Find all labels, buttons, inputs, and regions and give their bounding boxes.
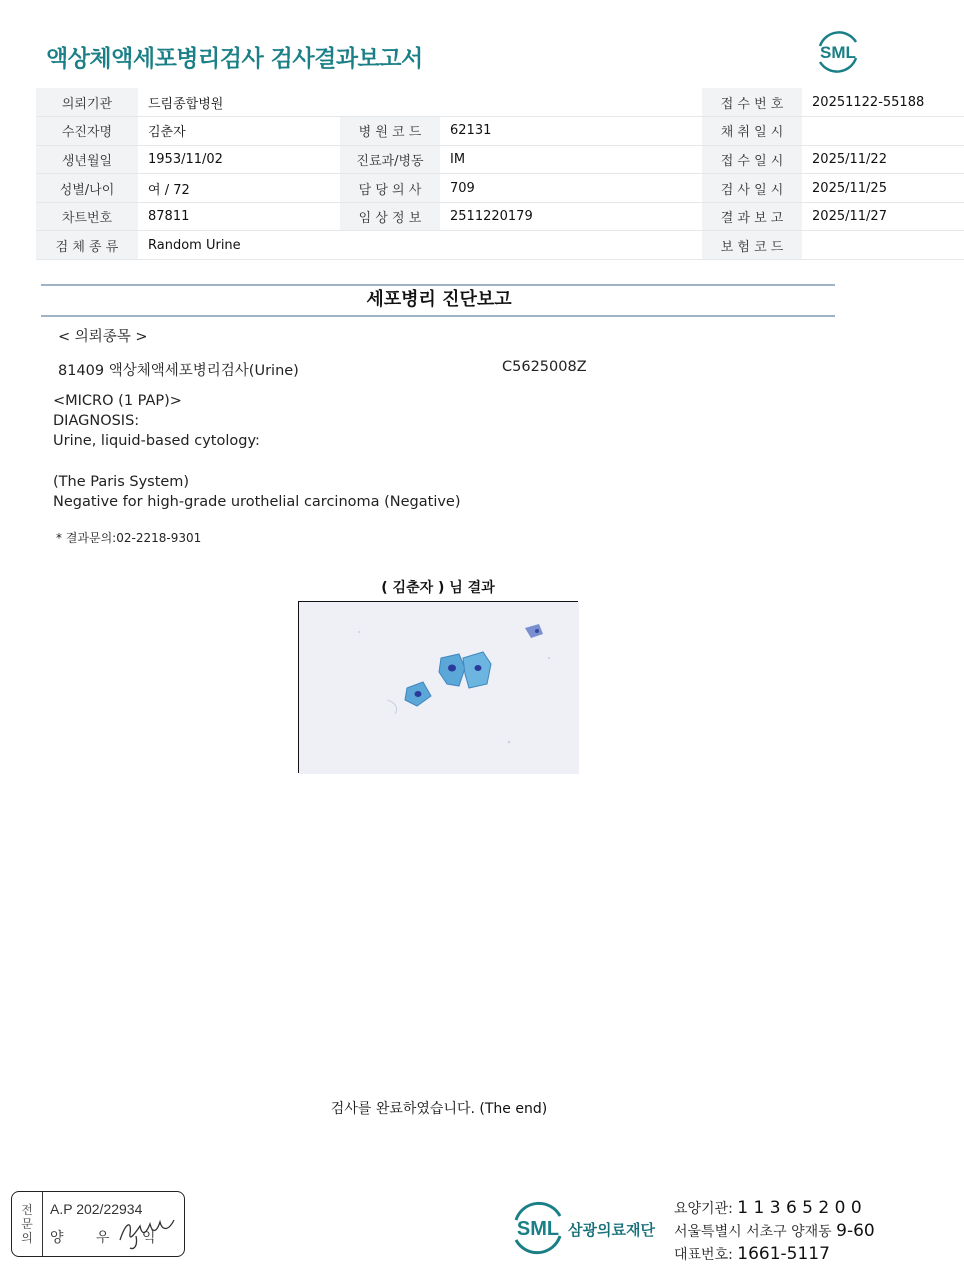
- section-divider-bottom: [41, 315, 835, 317]
- institution-code-label: 요양기관:: [674, 1201, 733, 1217]
- receipt-number-value: 20251122-55188: [802, 88, 964, 117]
- chart-number-value: 87811: [138, 202, 340, 231]
- address: [674, 1221, 875, 1241]
- phone-label: 대표번호:: [674, 1247, 733, 1263]
- receipt-date-value: 2025/11/22: [802, 145, 964, 174]
- insurance-code-value: [802, 231, 964, 260]
- foundation-name: 삼광의료재단: [568, 1221, 655, 1239]
- image-caption: ( 김춘자 ) 님 결과: [381, 580, 495, 596]
- test-code: C5625008Z: [502, 359, 587, 375]
- institution-code: [674, 1198, 862, 1218]
- main-phone: [674, 1244, 830, 1264]
- requesting-institution-label: 의뢰기관: [36, 88, 138, 117]
- pathologist-stamp: [11, 1191, 185, 1257]
- specimen-description: Urine, liquid-based cytology:: [53, 433, 260, 449]
- micro-label: <MICRO (1 PAP)>: [53, 393, 182, 409]
- sml-logo-text: SML: [820, 43, 856, 62]
- specimen-type-value: Random Urine: [138, 231, 340, 260]
- info-row-2: [36, 117, 964, 146]
- sex-age-label: 성별/나이: [36, 174, 138, 203]
- request-heading: < 의뢰종목 >: [58, 329, 148, 345]
- info-row-1: [36, 88, 964, 117]
- specialist-char-1: 전: [21, 1203, 33, 1217]
- collection-date-value: [802, 117, 964, 146]
- insurance-code-label: 보 험 코 드: [702, 231, 802, 260]
- test-date-value: 2025/11/25: [802, 174, 964, 203]
- report-title: 액상체액세포병리검사 검사결과보고서: [46, 46, 423, 72]
- department-label: 진료과/병동: [340, 145, 440, 174]
- test-name: 81409 액상체액세포병리검사(Urine): [58, 363, 299, 379]
- institution-code-value: 1 1 3 6 5 2 0 0: [737, 1198, 862, 1218]
- patient-name-value: 김춘자: [138, 117, 340, 146]
- sex-age-value: 여 / 72: [138, 174, 340, 203]
- info-row-5: [36, 202, 964, 231]
- info-row-3: [36, 145, 964, 174]
- sml-logo-icon: [812, 28, 864, 74]
- specimen-type-label: 검 체 종 류: [36, 231, 138, 260]
- specialist-char-3: 의: [21, 1231, 33, 1245]
- clinical-info-label: 임 상 정 보: [340, 202, 440, 231]
- diagnosis-label: DIAGNOSIS:: [53, 413, 140, 429]
- signature-icon: [116, 1212, 186, 1252]
- address-number: 9-60: [836, 1221, 875, 1241]
- specialist-label: [12, 1192, 43, 1256]
- collection-date-label: 채 취 일 시: [702, 117, 802, 146]
- micrograph-cells: [299, 602, 579, 774]
- sml-footer-logo-text: SML: [516, 1218, 560, 1240]
- classification-system: (The Paris System): [53, 474, 190, 490]
- clinical-info-value: 2511220179: [440, 202, 602, 231]
- ap-license-number: A.P 202/22934: [50, 1201, 143, 1217]
- diagnosis-result: Negative for high-grade urothelial carcinoma (Negative): [53, 494, 461, 510]
- department-value: IM: [440, 145, 602, 174]
- info-row-6: [36, 231, 964, 260]
- micrograph-image: [298, 601, 578, 773]
- end-message: 검사를 완료하였습니다. (The end): [330, 1101, 548, 1117]
- info-row-4: [36, 174, 964, 203]
- result-report-value: 2025/11/27: [802, 202, 964, 231]
- chart-number-label: 차트번호: [36, 202, 138, 231]
- sml-footer-logo-icon: [510, 1198, 566, 1256]
- test-date-label: 검 사 일 시: [702, 174, 802, 203]
- attending-doctor-value: 709: [440, 174, 602, 203]
- requesting-institution-value: 드림종합병원: [138, 88, 340, 117]
- section-title: 세포병리 진단보고: [366, 289, 512, 310]
- receipt-number-label: 접 수 번 호: [702, 88, 802, 117]
- result-report-label: 결 과 보 고: [702, 202, 802, 231]
- phone-value: 1661-5117: [737, 1244, 830, 1264]
- hospital-code-value: 62131: [440, 117, 602, 146]
- attending-doctor-label: 담 당 의 사: [340, 174, 440, 203]
- receipt-date-label: 접 수 일 시: [702, 145, 802, 174]
- address-text: 서울특별시 서초구 양재동: [674, 1224, 832, 1240]
- doctor-name: 양 우 익: [50, 1230, 170, 1246]
- patient-name-label: 수진자명: [36, 117, 138, 146]
- hospital-code-label: 병 원 코 드: [340, 117, 440, 146]
- patient-info-table: [36, 88, 964, 260]
- inquiry-contact: * 결과문의:02-2218-9301: [56, 531, 202, 545]
- specialist-char-2: 문: [21, 1217, 33, 1231]
- birth-date-value: 1953/11/02: [138, 145, 340, 174]
- birth-date-label: 생년월일: [36, 145, 138, 174]
